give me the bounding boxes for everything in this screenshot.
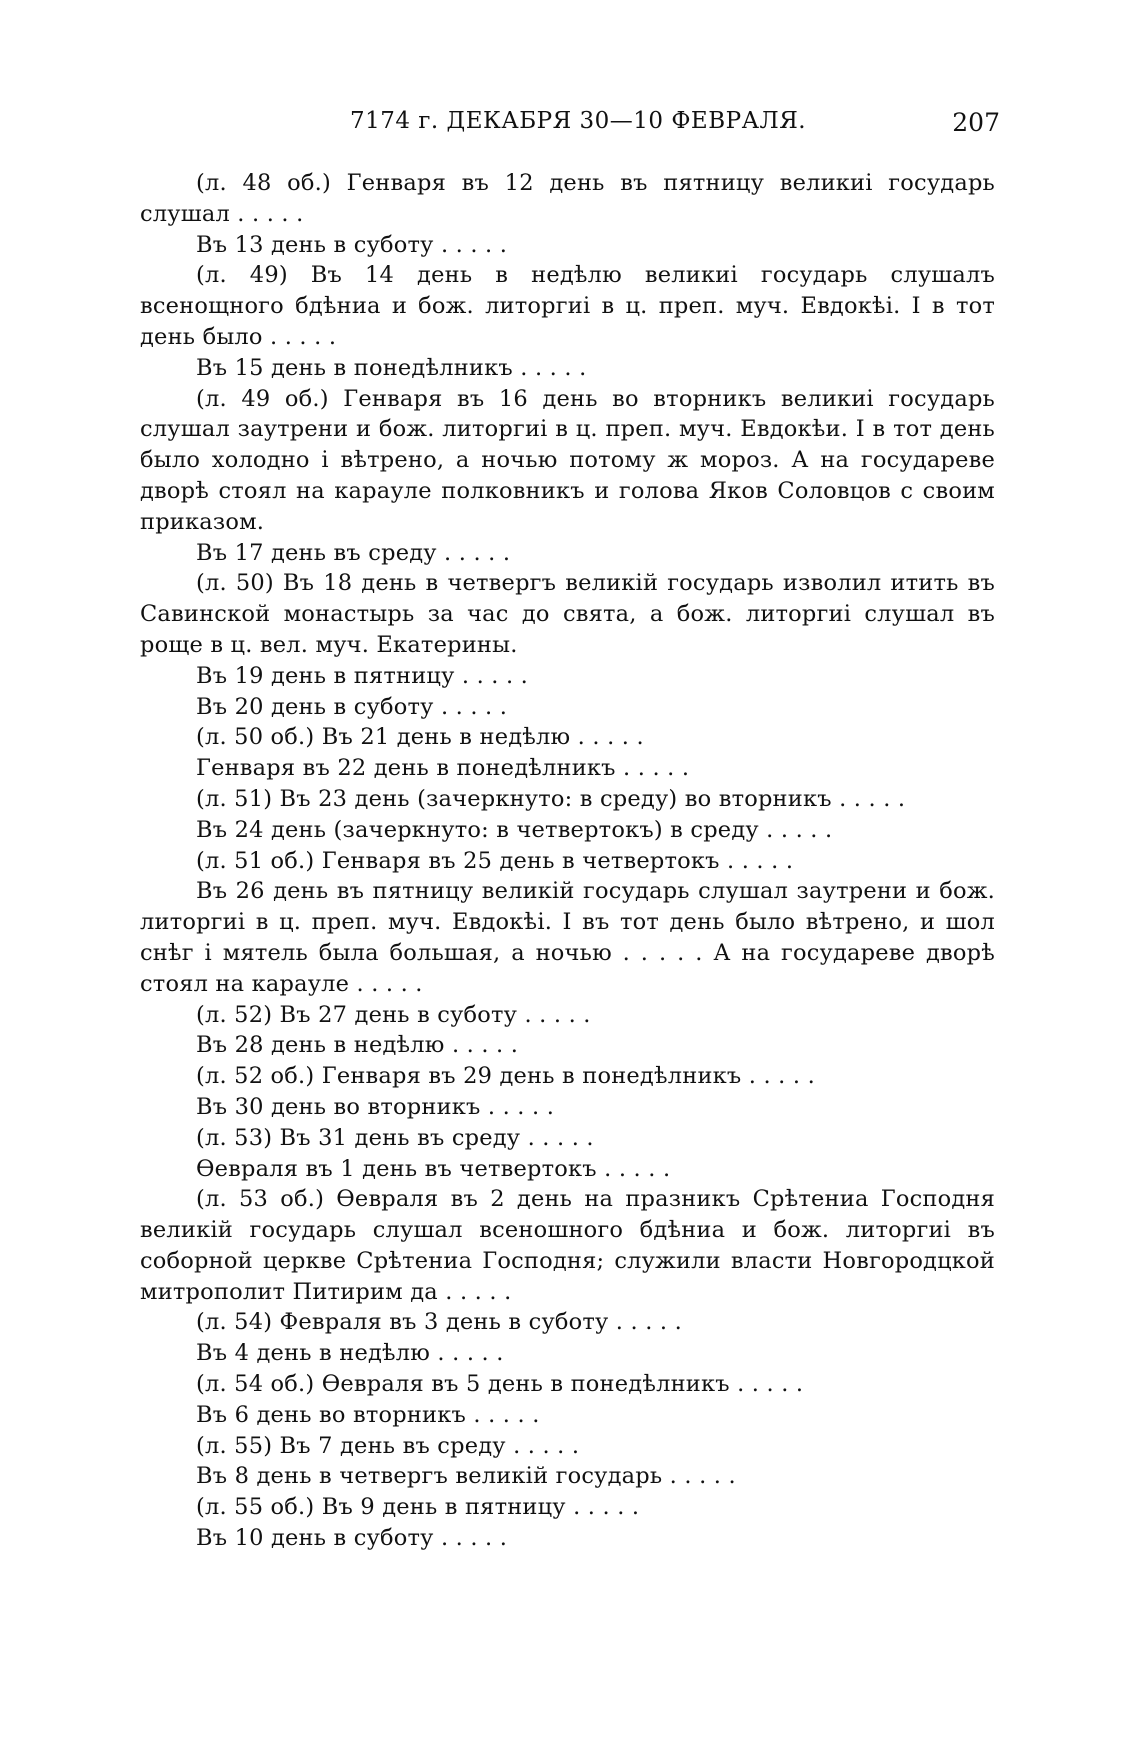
paragraph-18: (л. 52 об.) Генваря въ 29 день в понедѣлникъ . . . . .: [196, 1063, 815, 1090]
paragraph-5: (л. 49 об.) Генваря въ 16 день во вторникъ великиі государь слушал заутрени и бож. литоргиі в ц. преп. муч. Евдокѣи. I в тот день было холодно і вѣтрено, а ночью потому ж мороз. А на государеве дворѣ стоял на карауле полковникъ и голова Яков Соловцов с своим приказом.: [140, 385, 995, 535]
paragraph-17: Въ 28 день в недѣлю . . . . .: [196, 1032, 519, 1059]
paragraph-8: Въ 19 день в пятницу . . . . .: [196, 662, 529, 689]
running-header: [140, 108, 1000, 148]
header-title: 7174 г. ДЕКАБРЯ 30—10 ФЕВРАЛЯ.: [350, 108, 807, 134]
paragraph-25: (л. 54 об.) Ѳевраля въ 5 день в понедѣлникъ . . . . .: [196, 1371, 804, 1398]
paragraph-29: (л. 55 об.) Въ 9 день в пятницу . . . . .: [196, 1494, 640, 1521]
paragraph-27: (л. 55) Въ 7 день въ среду . . . . .: [196, 1432, 580, 1459]
paragraph-2: Въ 13 день в суботу . . . . .: [196, 231, 508, 258]
paragraph-28: Въ 8 день в четвергъ великій государь . . . . .: [196, 1463, 736, 1490]
paragraph-12: (л. 51) Въ 23 день (зачеркнуто: в среду) во вторникъ . . . . .: [196, 785, 906, 812]
paragraph-10: (л. 50 об.) Въ 21 день в недѣлю . . . . .: [196, 724, 644, 751]
paragraph-1: (л. 48 об.) Генваря въ 12 день въ пятницу великиі государь слушал . . . . .: [140, 170, 995, 227]
paragraph-7: (л. 50) Въ 18 день в четвергъ великій государь изволил итить въ Савинской монастырь за час до свята, а бож. литоргиі слушал въ роще в ц. вел. муч. Екатерины.: [140, 570, 995, 658]
paragraph-13: Въ 24 день (зачеркнуто: в четвертокъ) в среду . . . . .: [196, 816, 833, 843]
paragraph-4: Въ 15 день в понедѣлникъ . . . . .: [196, 354, 587, 381]
paragraph-16: (л. 52) Въ 27 день в суботу . . . . .: [196, 1001, 591, 1028]
paragraph-30: Въ 10 день в суботу . . . . .: [196, 1525, 508, 1552]
paragraph-20: (л. 53) Въ 31 день въ среду . . . . .: [196, 1124, 594, 1151]
paragraph-26: Въ 6 день во вторникъ . . . . .: [196, 1401, 540, 1428]
page-number: 207: [952, 108, 1000, 137]
paragraph-21: Ѳевраля въ 1 день въ четвертокъ . . . . .: [196, 1155, 671, 1182]
paragraph-23: (л. 54) Февраля въ 3 день в суботу . . . . .: [196, 1309, 682, 1336]
paragraph-11: Генваря въ 22 день в понедѣлникъ . . . . .: [196, 755, 690, 782]
paragraph-6: Въ 17 день въ среду . . . . .: [196, 539, 511, 566]
paragraph-3: (л. 49) Въ 14 день в недѣлю великиі государь слушалъ всенощного бдѣниа и бож. литоргиі в ц. преп. муч. Евдокѣі. I в тот день было . . . . .: [140, 262, 995, 350]
paragraph-24: Въ 4 день в недѣлю . . . . .: [196, 1340, 504, 1367]
text-body: [140, 168, 995, 1554]
paragraph-22: (л. 53 об.) Ѳевраля въ 2 день на празникъ Срѣтениа Господня великій государь слушал всеношного бдѣниа и бож. литоргиі въ соборной церкве Срѣтениа Господня; служили власти Новгородцкой митрополит Питирим да . . . . .: [140, 1186, 995, 1305]
paragraph-9: Въ 20 день в суботу . . . . .: [196, 693, 508, 720]
paragraph-15: Въ 26 день въ пятницу великій государь слушал заутрени и бож. литоргиі в ц. преп. муч. Евдокѣі. I въ тот день было вѣтрено, и шол снѣг і мятель была большая, а ночью . . . . . А на государеве дворѣ стоял на карауле . . . . .: [140, 878, 995, 997]
paragraph-19: Въ 30 день во вторникъ . . . . .: [196, 1093, 555, 1120]
paragraph-14: (л. 51 об.) Генваря въ 25 день в четвертокъ . . . . .: [196, 847, 794, 874]
